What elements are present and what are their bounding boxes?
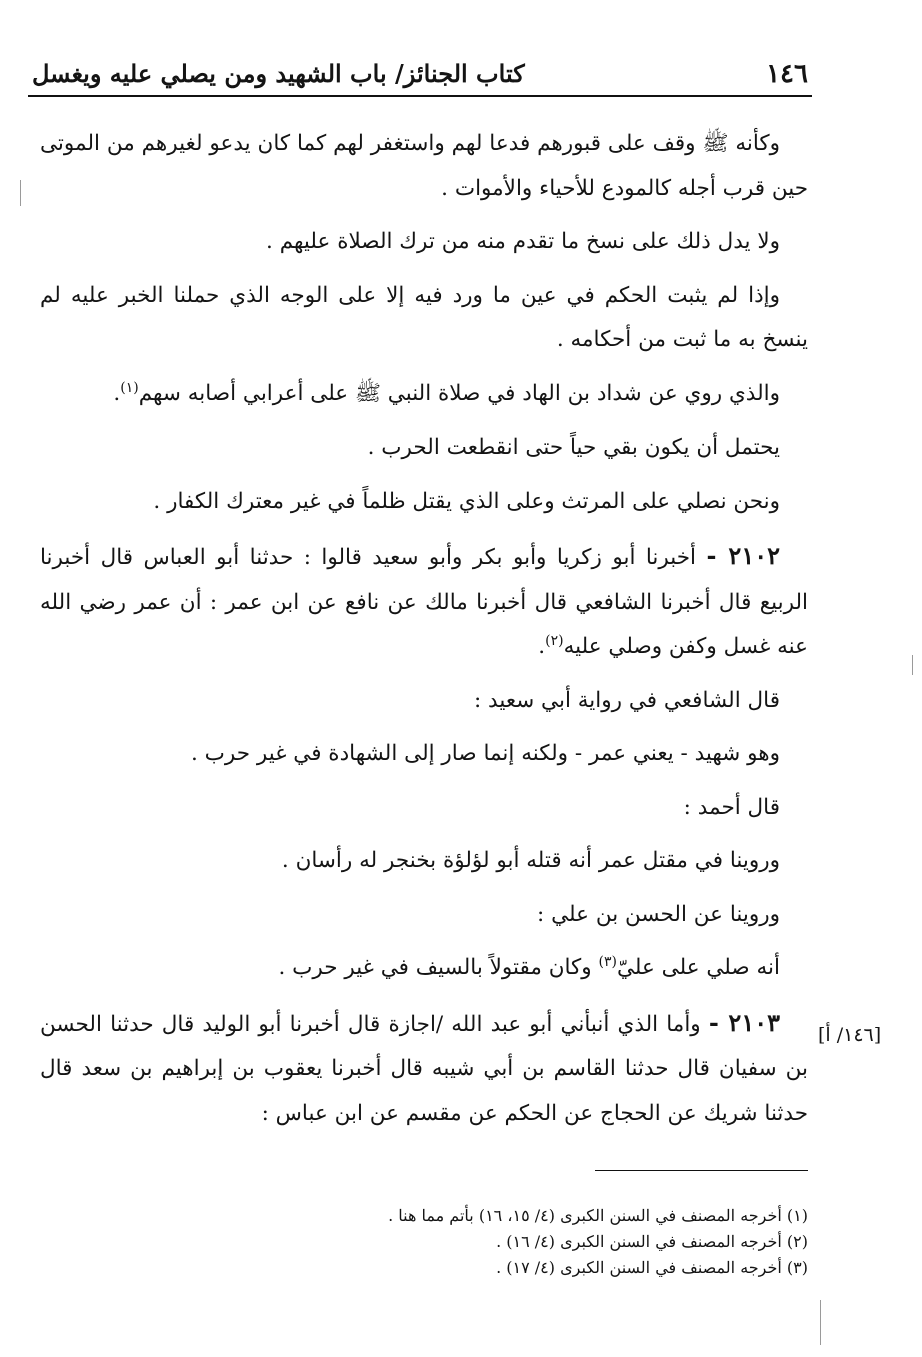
footnote: (٢) أخرجه المصنف في السنن الكبرى (٤/ ١٦) . [496, 1232, 808, 1251]
footnote: (٣) أخرجه المصنف في السنن الكبرى (٤/ ١٧) . [496, 1258, 808, 1277]
footnotes [40, 1203, 808, 1281]
paragraph: وروينا عن الحسن بن علي : [537, 901, 780, 927]
scan-artifact [20, 180, 21, 206]
paragraph: وهو شهيد - يعني عمر - ولكنه إنما صار إلى الشهادة في غير حرب . [190, 741, 780, 766]
paragraph: وروينا في مقتل عمر أنه قتله أبو لؤلؤة بخنجر له رأسان . [281, 848, 780, 873]
footnote: (١) أخرجه المصنف في السنن الكبرى (٤/ ١٥، ١٦) بأتم مما هنا . [388, 1206, 808, 1225]
hadith-paragraph: ٢١٠٣ - وأما الذي أنبأني أبو عبد الله /اجازة قال أخبرنا أبو الوليد قال حدثنا الحسن بن سفيان قال حدثنا القاسم بن أبي شيبه قال أخبرنا يعقوب بن إبراهيم بن سعد قال حدثنا شريك عن الحجاج عن الحكم عن مقسم عن ابن عباس : [40, 1007, 808, 1126]
footnote-ref: (١) [120, 379, 139, 396]
paragraph: ولا يدل ذلك على نسخ ما تقدم منه من ترك الصلاة عليهم . [266, 229, 780, 254]
footnote-ref: (٢) [545, 632, 564, 649]
paragraph: وكأنه ﷺ وقف على قبورهم فدعا لهم واستغفر لهم كما كان يدعو لغيرهم من الموتى حين قرب أجله كالمودع للأحياء والأموات . [40, 131, 808, 201]
manuscript-folio-marker: [١٤٦/ أ] [818, 1024, 882, 1046]
paragraph: يحتمل أن يكون بقي حياً حتى انقطعت الحرب . [367, 435, 780, 460]
page-number: ١٤٦ [766, 59, 808, 89]
main-text [40, 122, 808, 1145]
footnote-ref: (٣) [598, 953, 617, 970]
page-header [28, 55, 812, 97]
footnote-divider [595, 1170, 808, 1171]
paragraph: والذي روي عن شداد بن الهاد في صلاة النبي ﷺ على أعرابي أصابه سهم$^{(١)}$. [113, 379, 780, 406]
paragraph: وإذا لم يثبت الحكم في عين ما ورد فيه إلا على الوجه الذي حملنا الخبر عليه لم ينسخ به ما ثبت من أحكامه . [40, 282, 808, 352]
hadith-number: ٢١٠٢ - [706, 541, 780, 570]
paragraph: قال أحمد : [683, 794, 780, 820]
running-title: كتاب الجنائز/ باب الشهيد ومن يصلي عليه ويغسل [32, 59, 525, 88]
scan-artifact [820, 1300, 821, 1345]
paragraph: قال الشافعي في رواية أبي سعيد : [473, 687, 780, 713]
hadith-number: ٢١٠٣ - [708, 1007, 780, 1037]
scan-artifact [912, 655, 913, 675]
hadith-paragraph: ٢١٠٢ - أخبرنا أبو زكريا وأبو بكر وأبو سعيد قالوا : حدثنا أبو العباس قال أخبرنا الربيع قال أخبرنا الشافعي قال أخبرنا مالك عن نافع عن ابن عمر : أن عمر رضي الله عنه غسل وكفن وصلي عليه$^{(٢)}$. [40, 541, 808, 659]
paragraph: ونحن نصلي على المرتث وعلى الذي يقتل ظلماً في غير معترك الكفار . [153, 488, 780, 514]
paragraph: أنه صلي على عليّ$^{(٣)}$ وكان مقتولاً بالسيف في غير حرب . [278, 953, 780, 980]
